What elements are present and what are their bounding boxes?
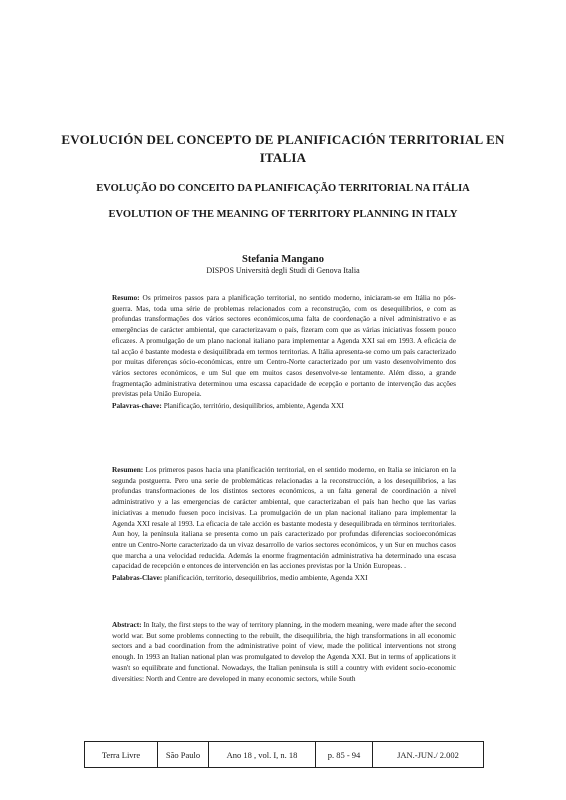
author-affiliation: DISPOS Università degli Studi di Genova Italia bbox=[206, 266, 360, 275]
abstract-text: In Italy, the first steps to the way of territory planning, in the modern meaning, were made after the second world war. But some problems connecting to the rebuilt, the disequilibria, the high transformations in all economic sectors and a bad coordination from the administrative point of view, made the political interventions not strong enough. In 1993 an Italian national plan was promulgated to develop the Agenda XXI. But in terms of applications it wasn't so equilibrate and functional. Nowadays, the Italian peninsula is still a country with evident socio-economic diversities: North and Centre are developed in many economic sectors, while South bbox=[112, 620, 457, 683]
palabras-clave-text: planificación, territorio, desequilibrios, medio ambiente, Agenda XXI bbox=[164, 573, 368, 583]
footer-city: São Paulo bbox=[158, 742, 209, 767]
palabras-clave-label: Palabras-Clave: bbox=[112, 573, 163, 583]
title-portuguese: EVOLUÇÃO DO CONCEITO DA PLANIFICAÇÃO TERRITORIAL NA ITÁLIA bbox=[96, 183, 470, 194]
abstract-paragraph bbox=[112, 620, 456, 684]
title-english: EVOLUTION OF THE MEANING OF TERRITORY PLANNING IN ITALY bbox=[108, 209, 458, 220]
resumo-paragraph bbox=[112, 293, 456, 400]
palavras-chave-text: Planificação, território, desiquilíbrios, ambiente, Agenda XXI bbox=[163, 401, 344, 411]
resumen-text: Los primeros pasos hacia una planificación territorial, en el sentido moderno, en Italia se iniciaron en la segunda postguerra. Pero una serie de problemáticas relacionadas a la reconstrucción, a los desequilibrios, a las profundas transformaciones de los distintos sectores económicos, a un falta general de coordinación a nivel administrativo y a las emergencias de carácter ambiental, que caracterizaban el país han hecho que las varias iniciativas a menudo fuesen poco incisivas. La promulgación de un plan nacional italiano para implementar la Agenda XXI resale al 1993. La eficacia de tale acción es bastante modesta y desequilibrada en términos territoriales. Aun hoy, la península italiana se presenta como un país caracterizado por profundas diferencias socioeconómicas entre un Centro-Norte caracterizado da un vivaz desarrollo de varios sectores económicos, y un Sur en muchos casos que marcha a una velocidad reducida. Además la enorme fragmentación administrativa ha determinado una escasa capacidad de recepción e entonces de intervención en las acciones previstas por la Unión Europeas. . bbox=[112, 465, 456, 571]
resumo-label: Resumo: bbox=[112, 293, 140, 302]
abstract-label: Abstract: bbox=[112, 620, 142, 629]
palavras-chave-label: Palavras-chave: bbox=[112, 401, 162, 411]
palavras-chave bbox=[112, 401, 456, 412]
resumo-block bbox=[112, 293, 456, 412]
resumen-paragraph bbox=[112, 465, 456, 572]
author-name: Stefania Mangano bbox=[242, 254, 324, 265]
footer-date: JAN.-JUN./ 2.002 bbox=[397, 749, 459, 760]
palabras-clave bbox=[112, 573, 456, 584]
resumen-label: Resumen: bbox=[112, 465, 144, 474]
footer-pages: p. 85 - 94 bbox=[316, 742, 373, 767]
title-spanish: EVOLUCIÓN DEL CONCEPTO DE PLANIFICACIÓN TERRITORIAL EN ITALIA bbox=[61, 132, 505, 165]
journal-footer bbox=[84, 741, 484, 768]
resumo-text: Os primeiros passos para a planificação territorial, no sentido moderno, iniciaram-se em Itália no pós-guerra. Mas, toda uma série de problemas relacionados com a reconstrução, com os desequilíbrios, e com as profundas transformações dos vários sectores económicos,uma falta de coordenação a nível administrativo e as emergências de carácter ambiental, que caracterizavam o país, fizeram com que as várias iniciativas fossem pouco eficazes. A promulgação de um plano nacional italiano para implementar a Agenda XXI sai em 1993. A eficácia de tal acção é bastante modesta e desiquilibrada em termos territorias. A Itália apresenta-se como um país caracterizado por muitas diferenças sócio-económicas, entre um Centro-Norte caracterizado por um vasto desenvolvimento dos vários sectores económicos, e um Sul que em muitos casos desenvolve-se lentamente. Além disso, a grande fragmentação administrativa determinou uma escassa capacidade de ecepção e portanto de intervenção das acções previstas pela União Europeia. bbox=[112, 293, 456, 399]
footer-journal: Terra Livre bbox=[85, 742, 158, 767]
resumen-block bbox=[112, 465, 456, 584]
footer-volume: Ano 18 , vol. I, n. 18 bbox=[209, 742, 316, 767]
abstract-block bbox=[112, 620, 456, 684]
